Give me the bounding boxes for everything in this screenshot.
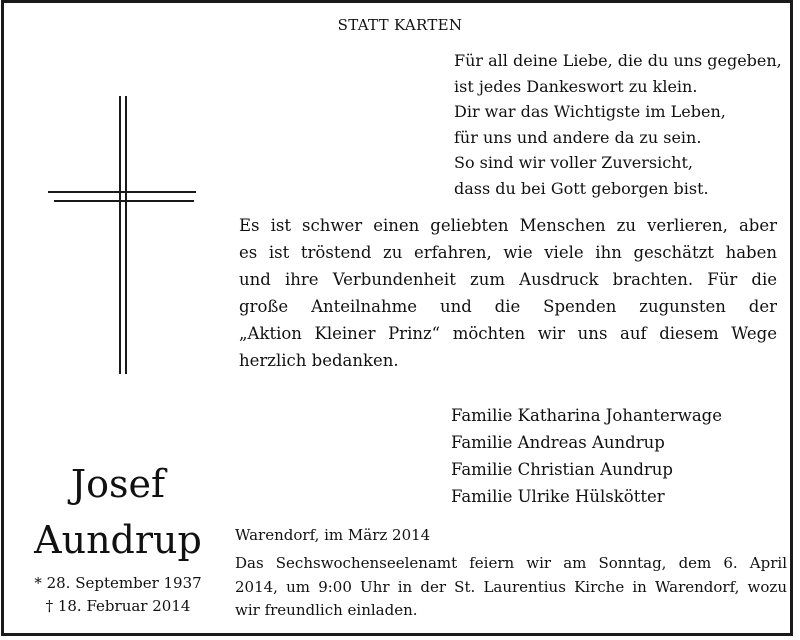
poem-line: dass du bei Gott geborgen bist.: [454, 178, 709, 198]
cross-horizontal-line: [54, 200, 194, 202]
message-line: es ist tröstend zu erfahren, wie viele ihn geschätzt haben: [239, 243, 777, 262]
poem-line: Dir war das Wichtigste im Leben,: [454, 102, 726, 121]
message-line: „Aktion Kleiner Prinz“ möchten wir uns auf diesem Wege: [239, 324, 777, 343]
family-signatures: [451, 402, 791, 510]
thank-you-message: [239, 212, 777, 374]
family-name: Familie Katharina Johanterwage: [451, 406, 722, 425]
death-date: † 18. Februar 2014: [45, 597, 191, 615]
family-name: Familie Andreas Aundrup: [451, 433, 665, 452]
cross-vertical-line: [119, 96, 121, 374]
deceased-first-name: Josef: [70, 462, 166, 506]
cross-vertical-line: [125, 96, 127, 374]
invitation-line: wir freundlich einladen.: [235, 601, 418, 619]
message-line: herzlich bedanken.: [239, 351, 399, 370]
poem-line: So sind wir voller Zuversicht,: [454, 153, 693, 172]
family-name: Familie Ulrike Hülskötter: [451, 487, 665, 506]
header-statt-karten: STATT KARTEN: [337, 16, 463, 34]
invitation-line: Das Sechswochenseelenamt feiern wir am Sonntag, dem 6. April: [235, 554, 787, 572]
life-dates: [10, 572, 226, 618]
invitation-line: 2014, um 9:00 Uhr in der St. Laurentius Kirche in Warendorf, wozu: [235, 577, 787, 596]
message-line: Es ist schwer einen geliebten Menschen zu verlieren, aber: [239, 216, 777, 235]
poem: [454, 48, 790, 201]
poem-line: für uns und andere da zu sein.: [454, 127, 702, 147]
place-and-date: Warendorf, im März 2014: [235, 526, 431, 544]
family-name: Familie Christian Aundrup: [451, 460, 673, 479]
message-line: große Anteilnahme und die Spenden zugunsten der: [239, 297, 777, 316]
poem-line: Für all deine Liebe, die du uns gegeben,: [454, 51, 782, 70]
memorial-service-invitation: [235, 552, 787, 623]
cross-horizontal-line: [48, 191, 196, 193]
poem-line: ist jedes Dankeswort zu klein.: [454, 76, 698, 96]
birth-date: * 28. September 1937: [34, 574, 202, 592]
deceased-last-name: Aundrup: [34, 518, 202, 562]
message-line: und ihre Verbundenheit zum Ausdruck brachten. Für die: [239, 270, 777, 289]
